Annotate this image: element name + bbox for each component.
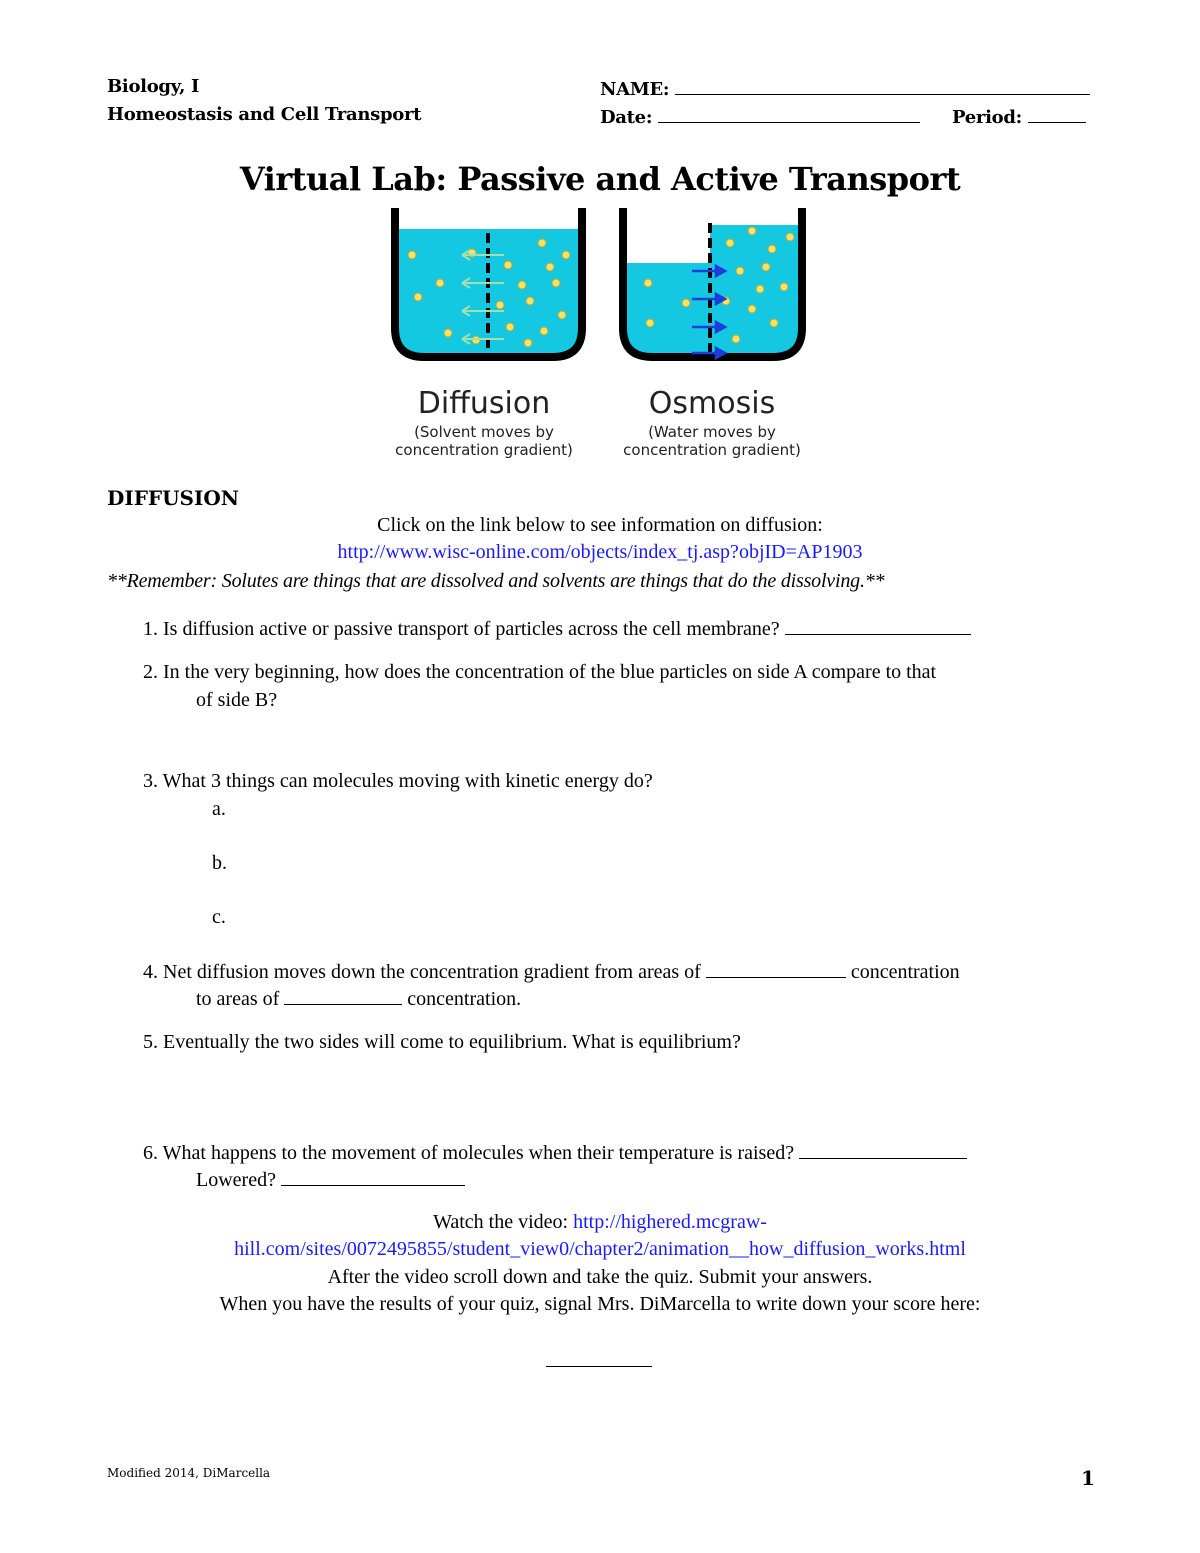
page-number: 1	[1081, 1466, 1095, 1490]
name-label: NAME:	[600, 79, 670, 100]
date-label: Date:	[600, 107, 653, 128]
name-blank[interactable]	[675, 76, 1090, 95]
section-heading-diffusion: DIFFUSION	[107, 486, 240, 510]
question-2-line1: 2. In the very beginning, how does the concentration of the blue particles on side A compare to that	[143, 661, 937, 683]
transport-figure	[380, 205, 820, 470]
question-4-line2	[196, 986, 521, 1011]
question-6-raised-blank[interactable]	[799, 1140, 967, 1159]
period-label: Period:	[952, 107, 1022, 128]
question-4-line2-text-part2: concentration.	[407, 988, 522, 1010]
diffusion-figure-title: Diffusion	[417, 386, 551, 421]
video-link-part2[interactable]: hill.com/sites/0072495855/student_view0/chapter2/animation__how_diffusion_works.html	[234, 1238, 966, 1260]
footer-credit: Modified 2014, DiMarcella	[107, 1466, 271, 1480]
score-blank[interactable]	[546, 1366, 652, 1367]
remember-note: **Remember: Solutes are things that are dissolved and solvents are things that do the dissolving.**	[107, 570, 885, 592]
osmosis-figure-title: Osmosis	[648, 386, 776, 421]
intro-instruction: Click on the link below to see information on diffusion:	[377, 514, 823, 536]
quiz-instruction: After the video scroll down and take the quiz. Submit your answers.	[327, 1266, 873, 1288]
diffusion-osmosis-diagram	[380, 205, 820, 465]
unit-label: Homeostasis and Cell Transport	[107, 104, 422, 125]
period-blank[interactable]	[1028, 104, 1086, 123]
question-4-text-part2: concentration	[850, 961, 960, 983]
name-field[interactable]	[600, 76, 1090, 100]
question-1-text: 1. Is diffusion active or passive transport of particles across the cell membrane?	[143, 618, 780, 640]
question-6-line2	[196, 1167, 465, 1192]
question-3-option-b: b.	[212, 852, 227, 874]
question-6-lowered-label: Lowered?	[196, 1169, 276, 1191]
diffusion-caption-line2: concentration gradient)	[395, 441, 573, 459]
question-6-line1	[143, 1140, 967, 1165]
diffusion-beaker	[395, 208, 582, 357]
question-4-line1	[143, 959, 960, 984]
question-4-blank-2[interactable]	[284, 986, 402, 1005]
video-link-row2	[0, 1238, 1200, 1261]
osmosis-caption-line2: concentration gradient)	[623, 441, 801, 459]
video-link-part1[interactable]: http://highered.mcgraw-	[573, 1211, 767, 1233]
video-row	[0, 1211, 1200, 1234]
question-2-line2: of side B?	[196, 689, 278, 711]
osmosis-beaker	[623, 208, 802, 358]
question-3-option-c: c.	[212, 906, 226, 928]
question-4-blank-1[interactable]	[706, 959, 846, 978]
question-1-answer-blank[interactable]	[785, 616, 971, 635]
question-6-text: 6. What happens to the movement of molecules when their temperature is raised?	[143, 1142, 795, 1164]
course-label: Biology, I	[107, 76, 200, 97]
watch-video-label: Watch the video:	[433, 1211, 569, 1233]
score-instruction: When you have the results of your quiz, signal Mrs. DiMarcella to write down your score here:	[219, 1293, 981, 1315]
question-3: 3. What 3 things can molecules moving with kinetic energy do?	[143, 770, 653, 792]
question-3-option-a: a.	[212, 798, 226, 820]
osmosis-caption-line1: (Water moves by	[648, 423, 776, 441]
question-4-line2-text-part1: to areas of	[196, 988, 280, 1010]
question-5: 5. Eventually the two sides will come to equilibrium. What is equilibrium?	[143, 1031, 741, 1053]
page-title: Virtual Lab: Passive and Active Transport	[239, 160, 961, 198]
question-4-text-part1: 4. Net diffusion moves down the concentration gradient from areas of	[143, 961, 701, 983]
date-blank[interactable]	[658, 104, 920, 123]
date-field[interactable]	[600, 104, 920, 128]
diffusion-info-link[interactable]: http://www.wisc-online.com/objects/index_tj.asp?objID=AP1903	[337, 541, 863, 563]
diffusion-caption-line1: (Solvent moves by	[414, 423, 554, 441]
question-6-lowered-blank[interactable]	[281, 1167, 465, 1186]
question-1	[143, 616, 971, 641]
period-field[interactable]	[952, 104, 1086, 128]
intro-link-row	[0, 541, 1200, 564]
